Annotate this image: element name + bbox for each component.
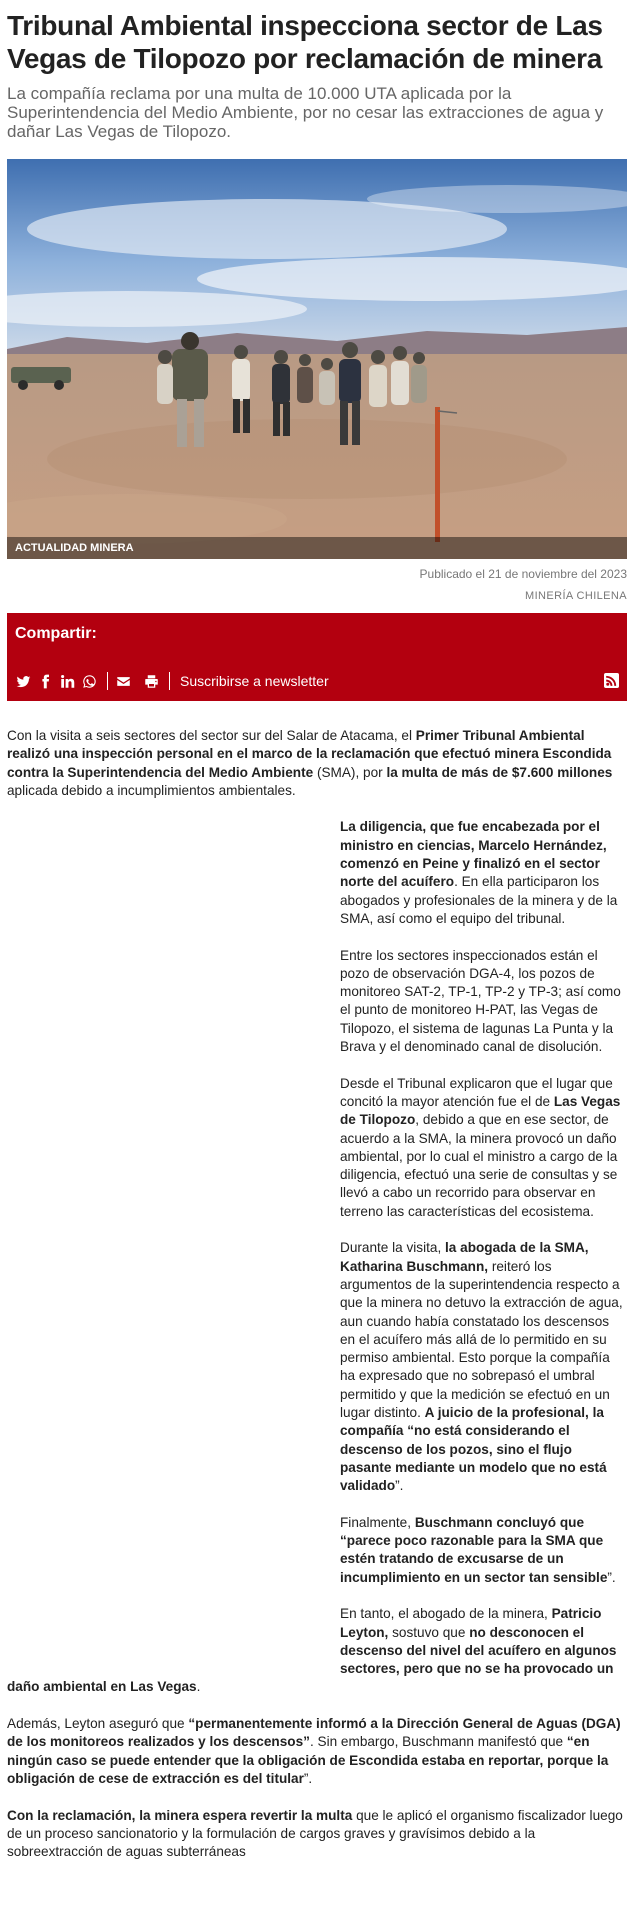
article-subhead: La compañía reclama por una multa de 10.000 UTA aplicada por la Superintendencia del Medio Ambiente, por no cesar las extracciones de agua y dañar Las Vegas de Tilopozo. bbox=[7, 84, 604, 141]
closing-paragraphs bbox=[7, 1715, 627, 1861]
published-date: Publicado el 21 de noviembre del 2023 bbox=[419, 567, 627, 581]
toolbar-divider bbox=[169, 672, 170, 690]
article-source[interactable]: MINERÍA CHILENA bbox=[525, 590, 627, 602]
share-toolbar bbox=[15, 671, 619, 691]
paragraph-7: En tanto, el abogado de la minera, Patricio Leyton, sostuvo que no desconocen el descenso del nivel del acuífero en algunos sectores, pero que no se ha provocado un daño ambiental en Las Vegas. bbox=[7, 1606, 617, 1695]
twitter-icon[interactable] bbox=[15, 673, 31, 689]
desert-inspection-photo bbox=[7, 159, 627, 559]
article-body bbox=[7, 727, 627, 1861]
floated-section bbox=[7, 818, 627, 1696]
paragraph-8: Además, Leyton aseguró que “permanentemente informó a la Dirección General de Aguas (DGA) de los monitoreos realizados y los descensos”. Sin embargo, Buschmann manifestó que “en ningún caso se puede entender que la obligación de Escondida estaba en reportar, porque la obligación de cese de extracción es del titular”. bbox=[7, 1716, 621, 1786]
paragraph-4: Desde el Tribunal explicaron que el lugar que concitó la mayor atención fue el de Las Vegas de Tilopozo, debido a que en ese sector, de acuerdo a la SMA, la minera provocó un daño ambiental, por lo cual el ministro a cargo de la diligencia, efectuó una serie de consultas y se llevó a cabo un recorrido para observar en terreno las características del ecosistema. bbox=[340, 1075, 621, 1219]
rss-icon[interactable] bbox=[604, 673, 619, 688]
facebook-icon[interactable] bbox=[37, 673, 53, 689]
email-icon[interactable] bbox=[115, 673, 131, 689]
toolbar-divider bbox=[107, 672, 108, 690]
paragraph-5: Durante la visita, la abogada de la SMA, Katharina Buschmann, reiteró los argumentos de la superintendencia respecto a que la minera no detuvo la extracción de agua, aun cuando había constatado los descensos en el acuífero más allá de lo permitido en su permiso ambiental. Esto porque la compañía ha expresado que no sobrepasó el umbral permitido y que la medición se efectuó en un lugar distinto. A juicio de la profesional, la compañía “no está considerando el descenso de los pozos, sino el flujo pasante mediante un modelo que no está validado”. bbox=[340, 1240, 623, 1494]
print-icon[interactable] bbox=[143, 673, 159, 689]
paragraph-9: Con la reclamación, la minera espera revertir la multa que le aplicó el organismo fiscalizador luego de un proceso sancionatorio y la formulación de cargos graves y gravísimos debido a la sobreextracción de aguas subterráneas bbox=[7, 1807, 623, 1860]
paragraph-1: Con la visita a seis sectores del sector sur del Salar de Atacama, el Primer Tribunal Ambiental realizó una inspección personal en el marco de la reclamación que efectuó minera Escondida contra la Superintendencia del Medio Ambiente (SMA), por la multa de más de $7.600 millones aplicada debido a incumplimientos ambientales. bbox=[7, 728, 613, 798]
share-title: Compartir: bbox=[15, 625, 97, 642]
paragraph-3: Entre los sectores inspeccionados están el pozo de observación DGA-4, los pozos de monitoreo SAT-2, TP-1, TP-2 y TP-3; así como el punto de monitoreo H-PAT, las Vegas de Tilopozo, el sistema de lagunas La Punta y la Brava y el denominado canal de disolución. bbox=[340, 947, 621, 1055]
linkedin-icon[interactable] bbox=[59, 673, 75, 689]
photo-credit: ACTUALIDAD MINERA bbox=[7, 537, 627, 559]
whatsapp-icon[interactable] bbox=[81, 673, 97, 689]
paragraph-2: La diligencia, que fue encabezada por el ministro en ciencias, Marcelo Hernández, comenzó en Peine y finalizó en el sector norte del acuífero. En ella participaron los abogados y profesionales de la minera y de la SMA, así como el equipo del tribunal. bbox=[340, 819, 618, 926]
paragraph-6: Finalmente, Buschmann concluyó que “parece poco razonable para la SMA que estén tratando de excusarse de un incumplimiento en un sector tan sensible”. bbox=[340, 1514, 616, 1585]
share-box bbox=[7, 613, 627, 701]
article-photo bbox=[7, 159, 627, 559]
newsletter-link[interactable]: Suscribirse a newsletter bbox=[180, 673, 329, 689]
empty-float-region bbox=[7, 818, 340, 1670]
article-headline: Tribunal Ambiental inspecciona sector de Las Vegas de Tilopozo por reclamación de minera bbox=[7, 10, 603, 74]
